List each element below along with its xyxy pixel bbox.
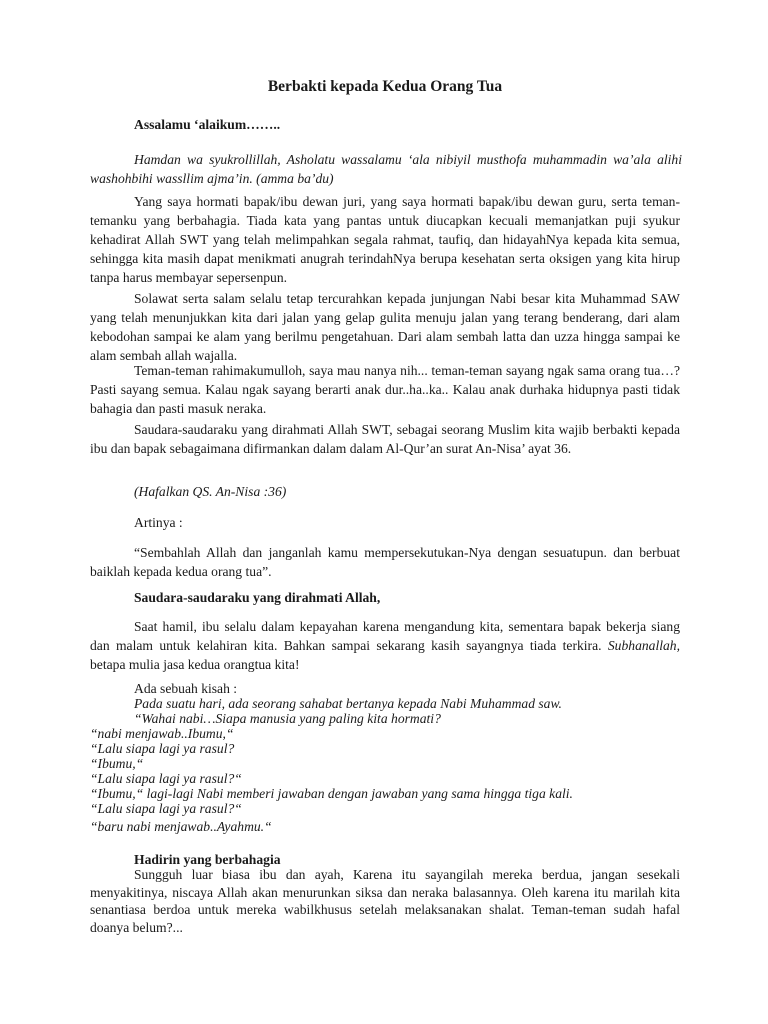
- paragraph-hamil: [90, 617, 680, 674]
- subhanallah-text: Subhanallah,: [607, 638, 680, 653]
- kisah-line: “Lalu siapa lagi ya rasul?“: [90, 801, 242, 816]
- kisah-line: “Wahai nabi…Siapa manusia yang paling kita hormati?: [134, 711, 441, 726]
- artinya-label: Artinya :: [134, 515, 183, 530]
- paragraph-teman: Teman-teman rahimakumulloh, saya mau nanya nih... teman-teman sayang ngak sama orang tua…? Pasti sayang semua. Kalau ngak sayang berarti anak dur..ha..ka.. Kalau anak durhaka hidupnya pasti tidak bahagia dan pasti masuk neraka.: [90, 363, 680, 416]
- terjemah-quote: “Sembahlah Allah dan janganlah kamu mempersekutukan-Nya dengan sesuatupun. dan berbuat baiklah kepada kedua orang tua”.: [90, 545, 680, 579]
- document-page: [90, 0, 680, 1024]
- paragraph-saudara: Saudara-saudaraku yang dirahmati Allah SWT, sebagai seorang Muslim kita wajib berbakti kepada ibu dan bapak sebagaimana difirmankan dalam dalam Al-Qur’an surat An-Nisa’ ayat 36.: [90, 422, 680, 456]
- paragraph-solawat: Solawat serta salam selalu tetap tercurahkan kepada junjungan Nabi besar kita Muhammad SAW yang telah menunjukkan kita dari jalan yang gelap gulita menuju jalan yang terang benderang, dari alam kebodohan sampai ke alam yang berilmu pengetahuan. Dari alam sembah latta dan uzza hingga sampai ke alam sembah allah wajalla.: [90, 291, 680, 363]
- kisah-line: “Ibumu,“: [90, 756, 144, 771]
- hamdan-paragraph: Hamdan wa syukrollillah, Asholatu wassalamu ‘ala nibiyil musthofa muhammadin wa’ala alihi washohbihi wassllim ajma’in. (amma ba’du): [90, 152, 682, 186]
- hafalkan-note: (Hafalkan QS. An-Nisa :36): [134, 484, 287, 499]
- kisah-line: “Lalu siapa lagi ya rasul?: [90, 741, 235, 756]
- document-title: Berbakti kepada Kedua Orang Tua: [267, 78, 503, 95]
- paragraph-closing: Sungguh luar biasa ibu dan ayah, Karena itu sayangilah mereka berdua, jangan sesekali menyakitinya, niscaya Allah akan menurunkan siksa dan neraka balasannya. Oleh karena itu marilah kita senantiasa berdoa untuk mereka wabilkhusus setelah melaksanakan shalat. Teman-teman sudah hafal doanya belum?...: [90, 867, 680, 935]
- kisah-line: “Lalu siapa lagi ya rasul?“: [90, 771, 242, 786]
- kisah-line: “nabi menjawab..Ibumu,“: [90, 726, 234, 741]
- kisah-line: “baru nabi menjawab..Ayahmu.“: [90, 819, 272, 834]
- hamil-text: Saat hamil, ibu selalu dalam kepayahan karena mengandung kita, sementara bapak bekerja siang dan malam untuk kelahiran kita. Bahkan sampai sekarang kasih sayangnya tiada terkira.: [90, 619, 680, 653]
- hamil-end-text: betapa mulia jasa kedua orangtua kita!: [90, 657, 300, 672]
- kisah-line: Ada sebuah kisah :: [134, 681, 238, 696]
- heading-hadirin: Hadirin yang berbahagia: [134, 852, 281, 867]
- kisah-line: Pada suatu hari, ada seorang sahabat bertanya kepada Nabi Muhammad saw.: [134, 696, 562, 711]
- paragraph-opening: Yang saya hormati bapak/ibu dewan juri, yang saya hormati bapak/ibu dewan guru, serta teman-temanku yang berbahagia. Tiada kata yang pantas untuk diucapkan kecuali memanjatkan puji syukur kehadirat Allah SWT yang telah melimpahkan segala rahmat, taufiq, dan hidayahNya kepada kita semua, sehingga kita masih dapat menikmati anugrah terindahNya berupa kesehatan serta oksigen yang kita hirup tanpa harus membayar sepersenpun.: [90, 194, 680, 285]
- greeting: Assalamu ‘alaikum……..: [134, 117, 281, 132]
- heading-saudara: Saudara-saudaraku yang dirahmati Allah,: [134, 590, 381, 605]
- kisah-line: “Ibumu,“ lagi-lagi Nabi memberi jawaban dengan jawaban yang sama hingga tiga kali.: [90, 786, 573, 801]
